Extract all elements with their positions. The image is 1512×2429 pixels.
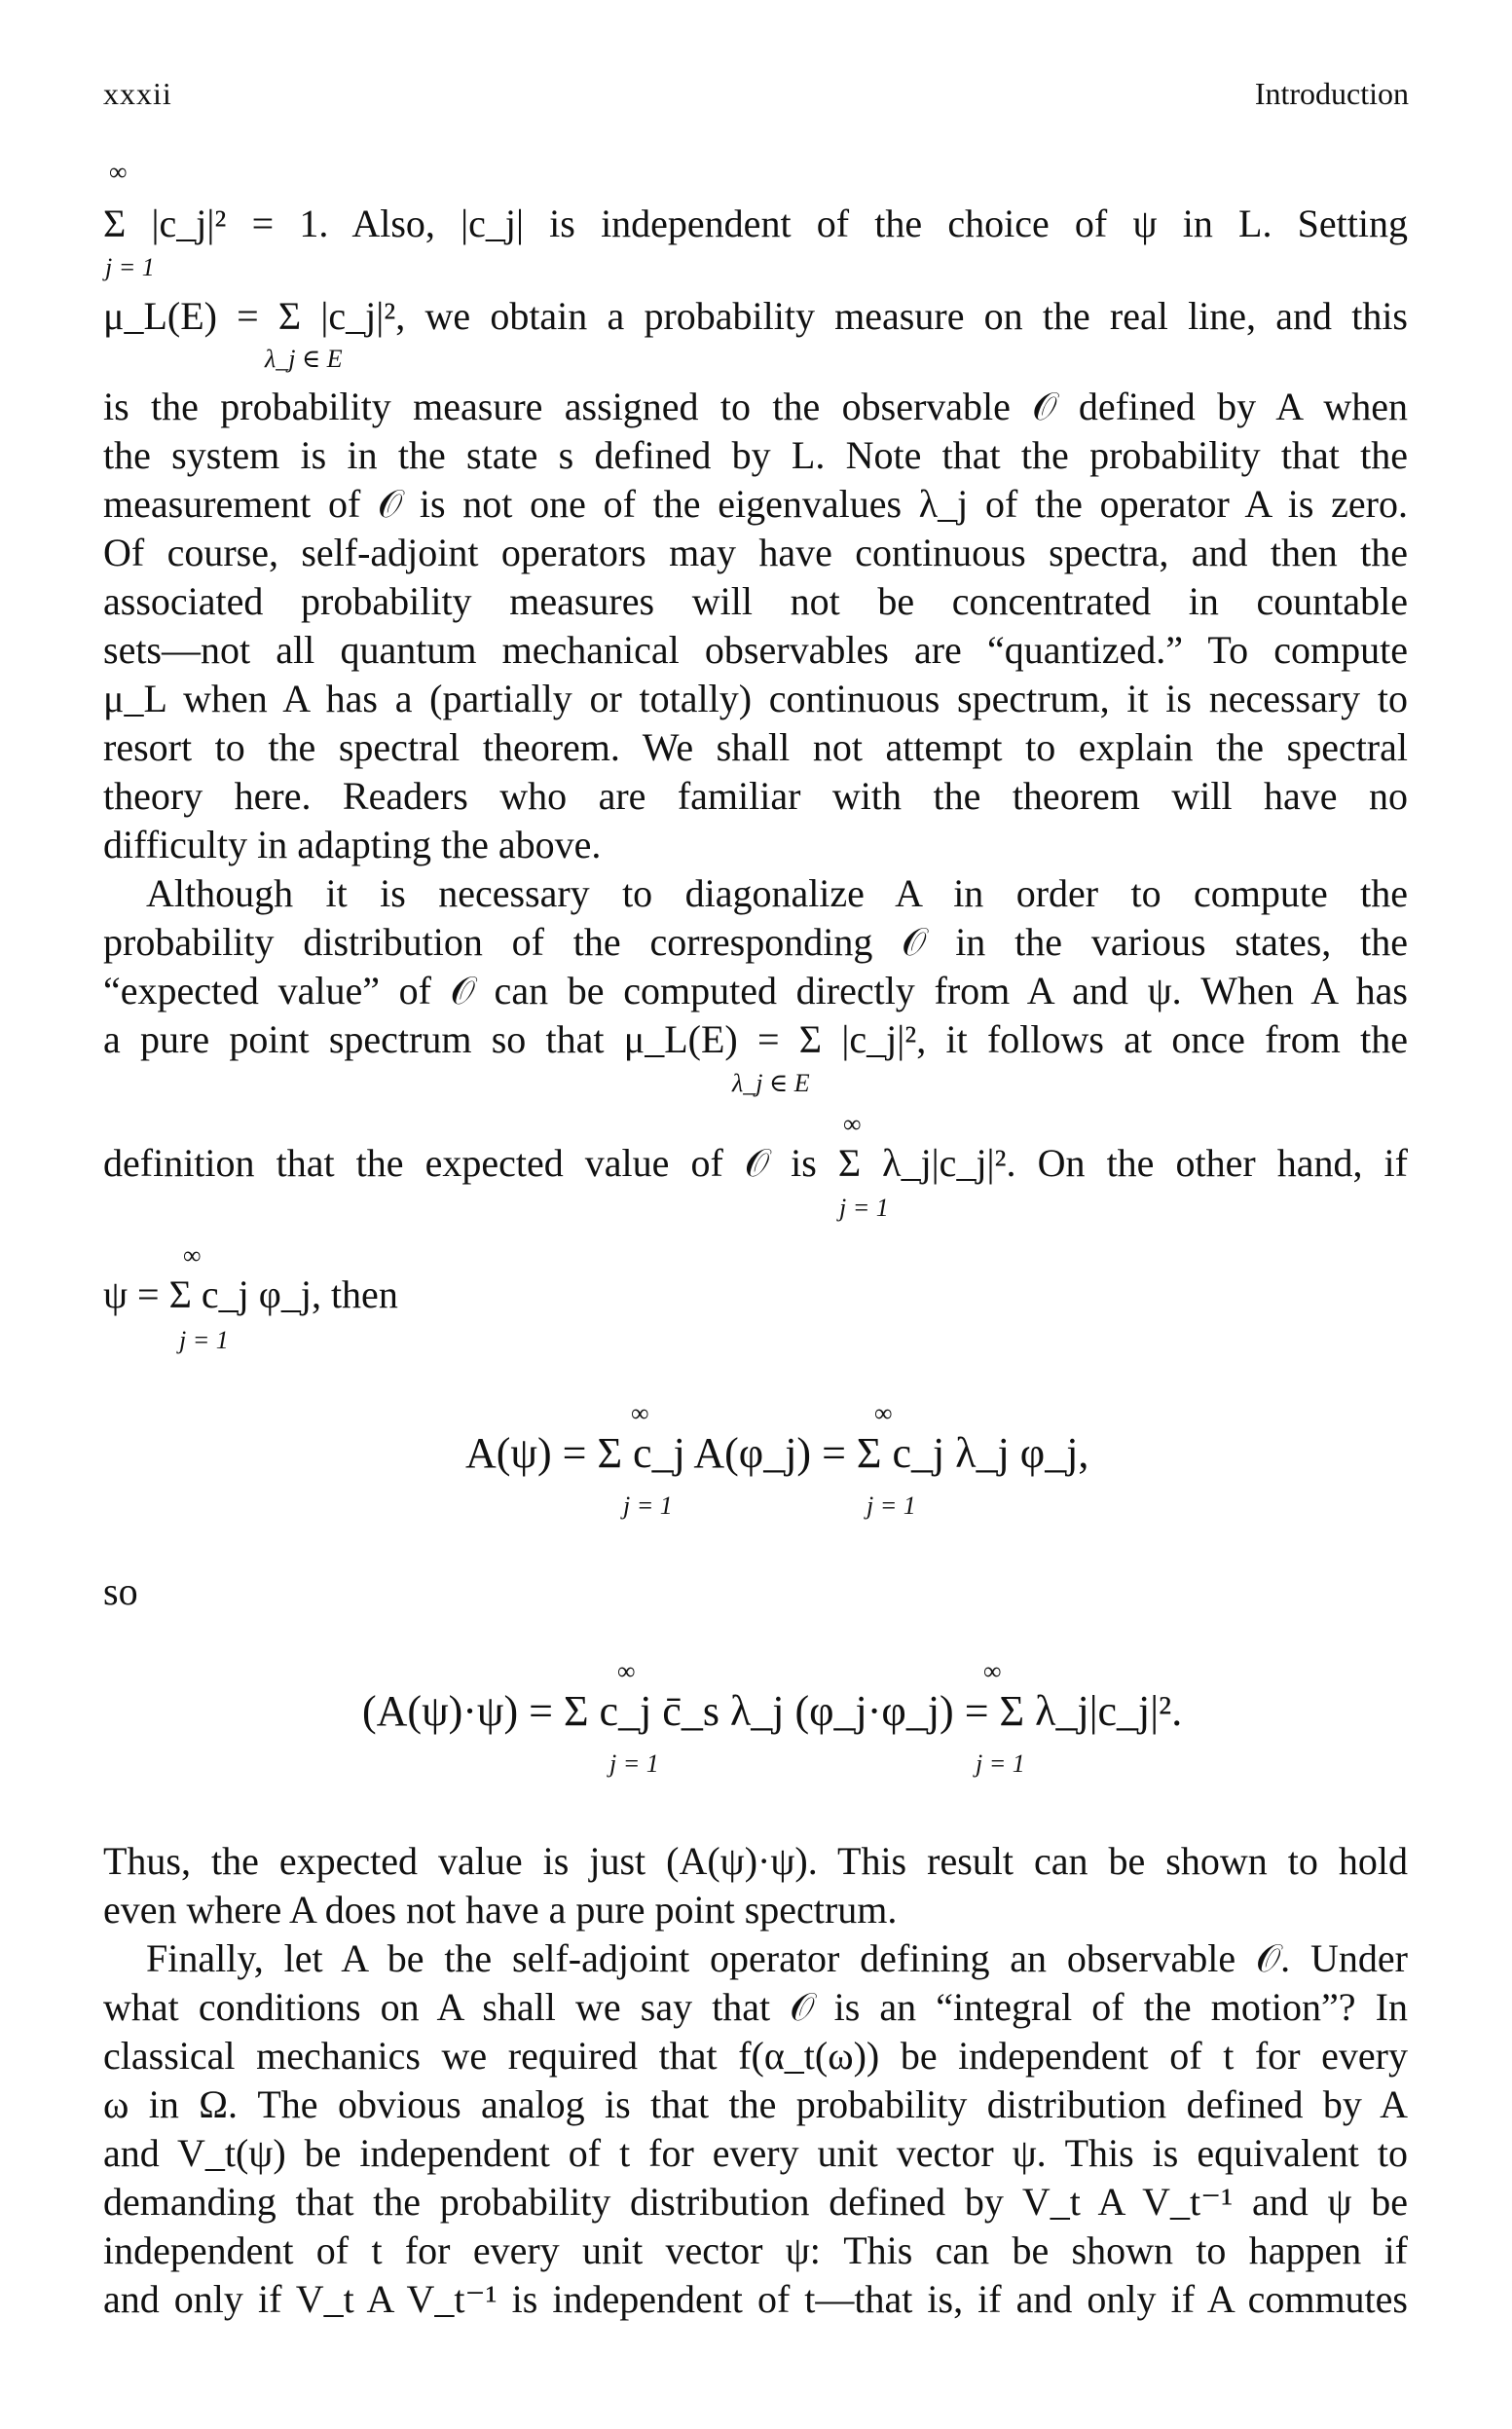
paragraph-1-line-12: difficulty in adapting the above. [103,823,602,866]
paragraph-2-line-1: Although it is necessary to diagonalize A in order to compute the [146,871,1408,915]
sum-lower-limit: j = 1 [609,1749,659,1778]
sum-upper-limit: ∞ [109,158,128,186]
paragraph-1-line-11: theory here. Readers who are familiar with the theorem will have no [103,774,1408,818]
paragraph-4-line-5: and V_t(ψ) be independent of t for every unit vector ψ. This is equivalent to [103,2131,1408,2175]
paragraph-4-line-3: classical mechanics we required that f(α_t(ω)) be independent of t for every [103,2034,1408,2078]
paragraph-3-line-2: even where A does not have a pure point spectrum. [103,1888,898,1932]
sum-lower-limit: j = 1 [976,1749,1025,1778]
paragraph-3-line-1: Thus, the expected value is just (A(ψ)·ψ). This result can be shown to hold [103,1839,1408,1883]
sum-upper-limit: ∞ [983,1657,1002,1685]
paragraph-4-line-7: independent of t for every unit vector ψ: This can be shown to happen if [103,2228,1408,2272]
paragraph-2-line-5: definition that the expected value of 𝒪 is Σ λ_j|c_j|². On the other hand, if [103,1141,1408,1185]
sum-lower-limit: λ_j ∈ E [732,1069,810,1097]
sum-lower-limit: λ_j ∈ E [265,345,343,373]
sum-upper-limit: ∞ [843,1110,862,1138]
sum-lower-limit: j = 1 [623,1491,673,1520]
paragraph-4-line-1: Finally, let A be the self-adjoint operator defining an observable 𝒪. Under [146,1936,1408,1980]
paragraph-2-line-4: a pure point spectrum so that μ_L(E) = Σ |c_j|², it follows at once from the [103,1017,1408,1061]
page-number: xxxii [103,76,172,111]
running-head: Introduction [1254,76,1409,111]
paragraph-4-line-6: demanding that the probability distribution defined by V_t A V_t⁻¹ and ψ be [103,2180,1408,2224]
paragraph-1-line-6: Of course, self-adjoint operators may have continuous spectra, and then the [103,531,1408,574]
paragraph-2-line-2: probability distribution of the corresponding 𝒪 in the various states, the [103,920,1408,964]
paragraph-2-line-3: “expected value” of 𝒪 can be computed directly from A and ψ. When A has [103,969,1408,1012]
sum-upper-limit: ∞ [874,1399,893,1427]
sum-lower-limit: j = 1 [105,253,155,281]
equation-2: (A(ψ)·ψ) = Σ c_j c̄_s λ_j (φ_j·φ_j) = Σ λ_j|c_j|². [362,1687,1183,1735]
sum-upper-limit: ∞ [631,1399,649,1427]
paragraph-1-line-2: μ_L(E) = Σ |c_j|², we obtain a probability measure on the real line, and this [103,294,1408,338]
sum-lower-limit: j = 1 [839,1194,889,1222]
paragraph-2-line-6: ψ = Σ c_j φ_j, then [103,1272,398,1316]
sum-upper-limit: ∞ [183,1241,202,1270]
equation-1: A(ψ) = Σ c_j A(φ_j) = Σ c_j λ_j φ_j, [465,1429,1089,1477]
paragraph-1-line-4: the system is in the state s defined by L. Note that the probability that the [103,433,1408,477]
paragraph-1-line-8: sets—not all quantum mechanical observables are “quantized.” To compute [103,628,1408,672]
paragraph-4-line-2: what conditions on A shall we say that 𝒪 is an “integral of the motion”? In [103,1985,1408,2029]
sum-lower-limit: j = 1 [179,1326,229,1354]
paragraph-1-line-7: associated probability measures will not be concentrated in countable [103,579,1408,623]
paragraph-4-line-8: and only if V_t A V_t⁻¹ is independent of t—that is, if and only if A commutes [103,2277,1408,2321]
paragraph-1-line-3: is the probability measure assigned to the observable 𝒪 defined by A when [103,385,1408,428]
paragraph-1-line-1: Σ |c_j|² = 1. Also, |c_j| is independent of the choice of ψ in L. Setting [103,202,1408,245]
paragraph-1-line-10: resort to the spectral theorem. We shall not attempt to explain the spectral [103,725,1408,769]
connective-so: so [103,1569,138,1613]
sum-upper-limit: ∞ [617,1657,636,1685]
paragraph-4-line-4: ω in Ω. The obvious analog is that the probability distribution defined by A [103,2082,1408,2126]
sum-lower-limit: j = 1 [867,1491,916,1520]
paragraph-1-line-5: measurement of 𝒪 is not one of the eigenvalues λ_j of the operator A is zero. [103,482,1408,526]
paragraph-1-line-9: μ_L when A has a (partially or totally) continuous spectrum, it is necessary to [103,677,1408,720]
